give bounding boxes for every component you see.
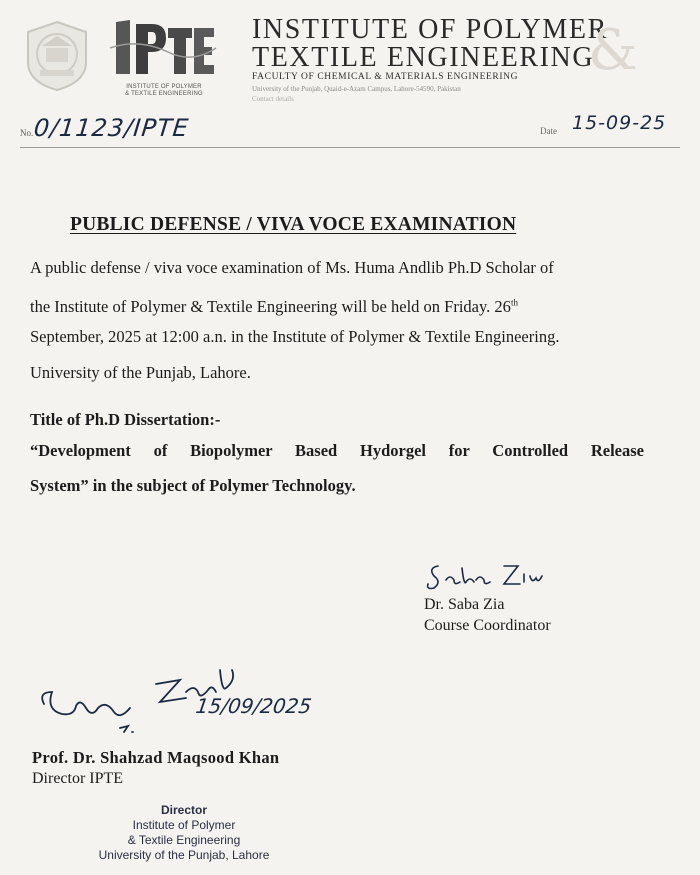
faculty-line: FACULTY OF CHEMICAL & MATERIALS ENGINEERING bbox=[252, 72, 519, 82]
ampersand-watermark: & bbox=[588, 18, 638, 83]
stamp-line: & Textile Engineering bbox=[127, 833, 241, 847]
ref-divider bbox=[20, 147, 680, 148]
reference-number: 0/1123/IPTE bbox=[32, 114, 191, 142]
stamp-line: University of the Punjab, Lahore bbox=[98, 848, 270, 862]
ref-prefix: No. bbox=[20, 128, 34, 138]
dissertation-title-line-1: “Development of Biopolymer Based Hydorgel for Controlled Release bbox=[30, 441, 644, 460]
ordinal-suffix: th bbox=[510, 297, 518, 308]
body-line-2-text: the Institute of Polymer & Textile Engineering will be held on Friday. 26 bbox=[30, 297, 511, 316]
director-signature bbox=[36, 640, 336, 736]
institute-title-line-1: INSTITUTE OF POLYMER bbox=[252, 14, 608, 45]
stamp-line: Director bbox=[160, 803, 207, 817]
director-name: Prof. Dr. Shahzad Maqsood Khan bbox=[32, 748, 280, 767]
body-line-2 bbox=[30, 297, 518, 317]
director-title: Director IPTE bbox=[32, 770, 124, 787]
logo-caption-line: INSTITUTE OF POLYMER bbox=[126, 84, 202, 90]
coordinator-title: Course Coordinator bbox=[424, 617, 551, 634]
logo-caption-line: & TEXTILE ENGINEERING bbox=[125, 91, 203, 97]
dissertation-title-end: System” in the subject of bbox=[30, 476, 210, 495]
university-seal-icon bbox=[22, 18, 92, 94]
coordinator-signature bbox=[424, 556, 554, 592]
signature-date: 15/09/2025 bbox=[194, 694, 313, 718]
address-line: University of the Punjab, Quaid-e-Azam Campus, Lahore-54590, Pakistan bbox=[252, 85, 461, 93]
notice-heading: PUBLIC DEFENSE / VIVA VOCE EXAMINATION bbox=[70, 214, 517, 235]
dissertation-title-line-2 bbox=[30, 476, 356, 496]
logo-caption bbox=[96, 84, 232, 98]
issue-date: 15-09-25 bbox=[572, 112, 667, 134]
director-stamp bbox=[84, 803, 284, 863]
coordinator-name: Dr. Saba Zia bbox=[424, 596, 505, 613]
subject-name: Polymer Technology. bbox=[209, 476, 356, 495]
body-line-1: A public defense / viva voce examination of Ms. Huma Andlib Ph.D Scholar of bbox=[30, 258, 554, 277]
stamp-line: Institute of Polymer bbox=[132, 818, 236, 832]
contact-line: Contact details bbox=[252, 95, 294, 103]
body-line-4: University of the Punjab, Lahore. bbox=[30, 363, 251, 382]
dissertation-label: Title of Ph.D Dissertation:- bbox=[30, 410, 221, 429]
date-prefix: Date bbox=[540, 126, 557, 136]
ipte-logo-icon bbox=[108, 18, 218, 76]
institute-title-line-2: TEXTILE ENGINEERING bbox=[252, 42, 595, 73]
body-line-3: September, 2025 at 12:00 a.n. in the Institute of Polymer & Textile Engineering. bbox=[30, 327, 560, 346]
